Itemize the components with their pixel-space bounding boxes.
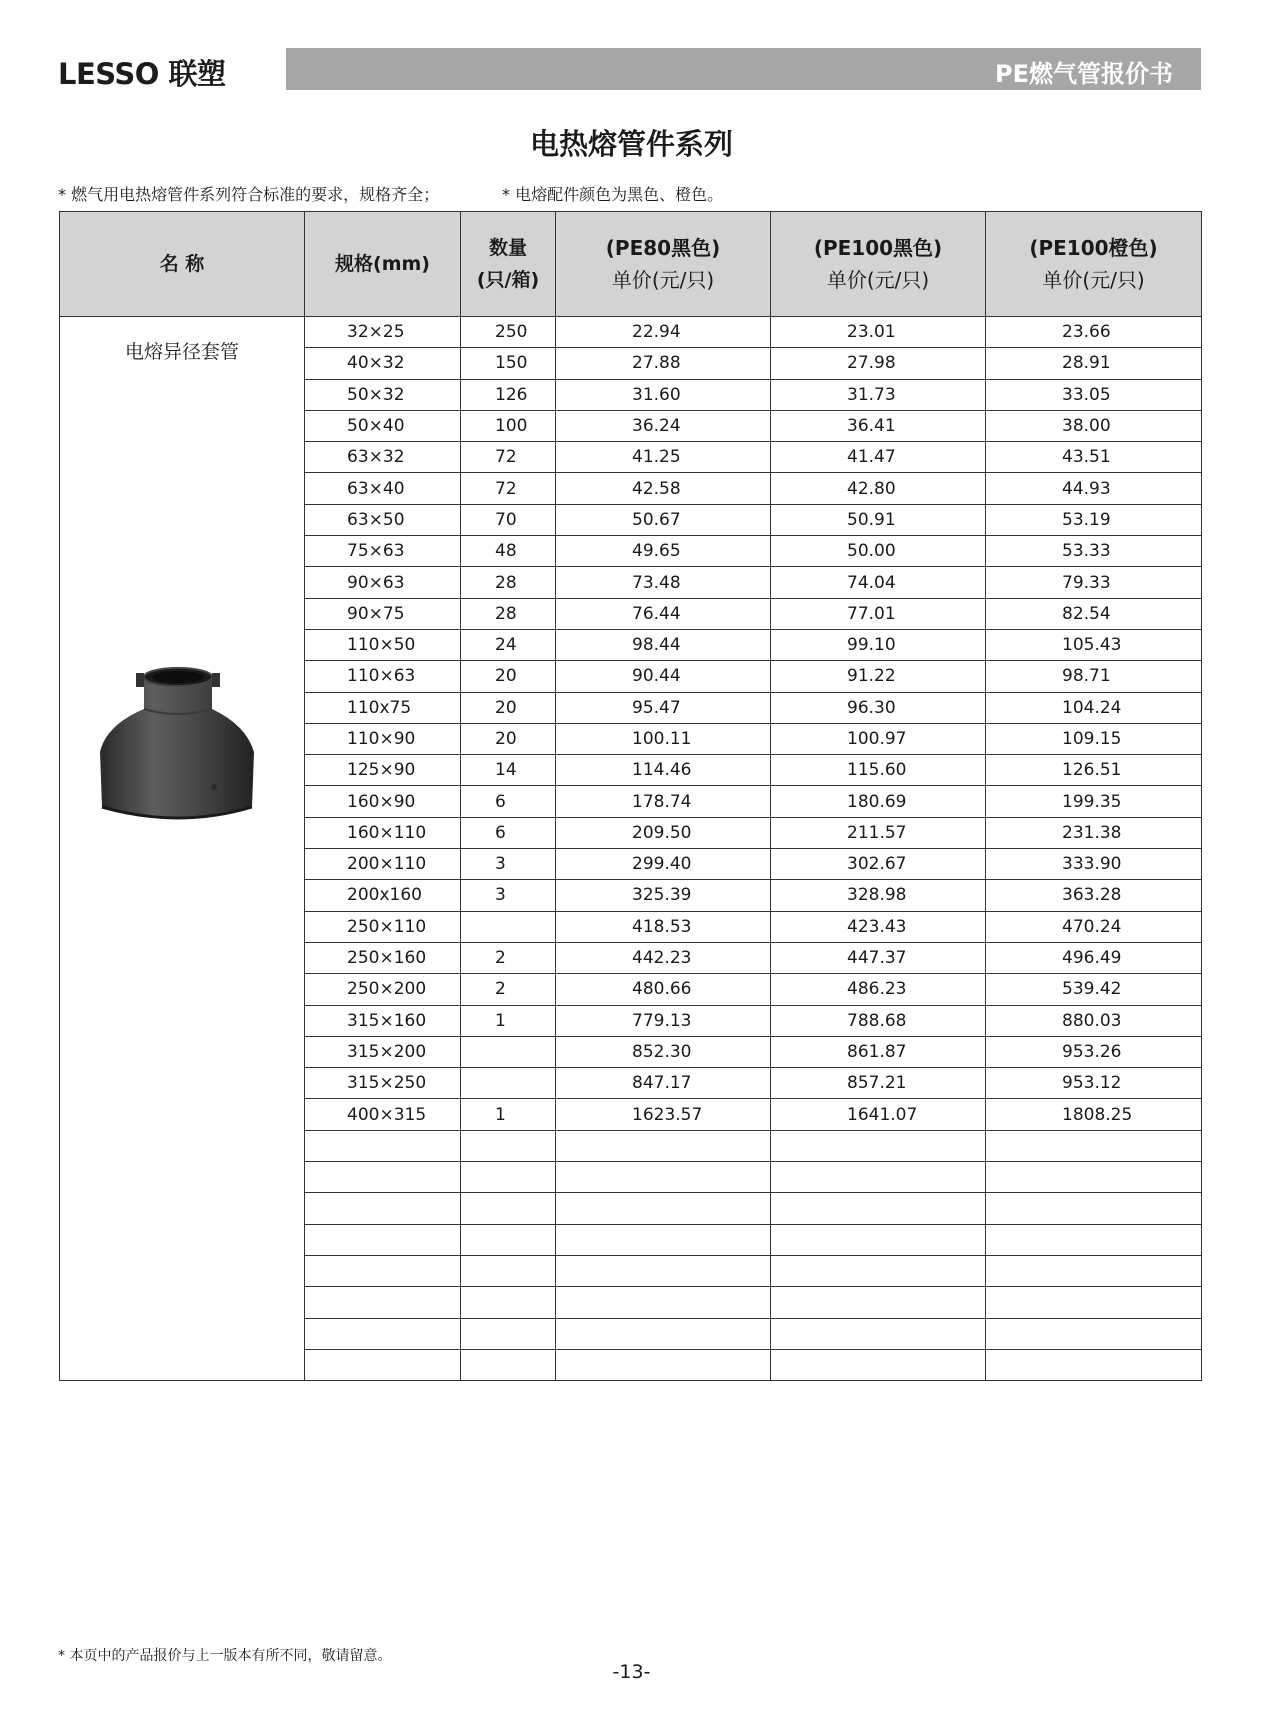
pe100-black-price-cell: 96.30 xyxy=(771,692,986,723)
spec-cell xyxy=(305,1130,461,1161)
qty-cell xyxy=(461,1068,556,1099)
pe100-orange-price-cell xyxy=(986,1193,1202,1224)
pe80-price-cell: 90.44 xyxy=(556,661,771,692)
pe100-orange-price-cell xyxy=(986,1287,1202,1318)
qty-cell: 24 xyxy=(461,629,556,660)
pe80-price-cell: 1623.57 xyxy=(556,1099,771,1130)
pe100-orange-price-cell: 109.15 xyxy=(986,723,1202,754)
pe100-orange-price-cell: 53.33 xyxy=(986,536,1202,567)
spec-cell: 75×63 xyxy=(305,536,461,567)
pe100-orange-price-cell: 333.90 xyxy=(986,849,1202,880)
pe100-orange-price-cell: 33.05 xyxy=(986,379,1202,410)
pe100-black-price-cell: 99.10 xyxy=(771,629,986,660)
pe100-orange-price-cell: 105.43 xyxy=(986,629,1202,660)
spec-cell: 315×160 xyxy=(305,1005,461,1036)
spec-cell xyxy=(305,1224,461,1255)
spec-cell: 250×200 xyxy=(305,974,461,1005)
spec-cell xyxy=(305,1318,461,1349)
spec-cell: 50×32 xyxy=(305,379,461,410)
pe100-orange-price-cell xyxy=(986,1224,1202,1255)
spec-cell: 63×32 xyxy=(305,442,461,473)
qty-cell: 20 xyxy=(461,692,556,723)
header-pe80-black: (PE80黑色) 单价(元/只) xyxy=(556,212,771,317)
pe100-black-price-cell xyxy=(771,1349,986,1380)
page-number: -13- xyxy=(612,1661,651,1683)
pe80-price-cell: 847.17 xyxy=(556,1068,771,1099)
table-header xyxy=(60,212,1202,317)
header-pe100-orange: (PE100橙色) 单价(元/只) xyxy=(986,212,1202,317)
qty-cell xyxy=(461,1349,556,1380)
spec-cell xyxy=(305,1193,461,1224)
pe100-orange-price-cell: 53.19 xyxy=(986,504,1202,535)
pe80-price-cell: 73.48 xyxy=(556,567,771,598)
company-logo: LESSO 联塑 xyxy=(58,57,226,91)
spec-cell: 200×110 xyxy=(305,849,461,880)
qty-cell: 48 xyxy=(461,536,556,567)
pe100-black-price-cell: 91.22 xyxy=(771,661,986,692)
pe100-black-price-cell: 100.97 xyxy=(771,723,986,754)
pe80-price-cell: 42.58 xyxy=(556,473,771,504)
pe80-price-cell: 852.30 xyxy=(556,1036,771,1067)
pe100-orange-price-cell xyxy=(986,1255,1202,1286)
pe100-orange-price-cell xyxy=(986,1349,1202,1380)
page-title: 电热熔管件系列 xyxy=(529,127,733,161)
spec-cell xyxy=(305,1349,461,1380)
pe80-price-cell xyxy=(556,1318,771,1349)
qty-cell xyxy=(461,1318,556,1349)
pe100-orange-price-cell: 1808.25 xyxy=(986,1099,1202,1130)
pe100-orange-price-cell: 231.38 xyxy=(986,817,1202,848)
table-body xyxy=(60,317,1202,1381)
pe80-price-cell: 325.39 xyxy=(556,880,771,911)
pe100-black-price-cell: 50.00 xyxy=(771,536,986,567)
pe100-orange-price-cell: 43.51 xyxy=(986,442,1202,473)
spec-cell: 160×90 xyxy=(305,786,461,817)
pe100-orange-price-cell: 98.71 xyxy=(986,661,1202,692)
pe100-orange-price-cell: 28.91 xyxy=(986,348,1202,379)
banner-title: PE燃气管报价书 xyxy=(995,60,1173,88)
qty-cell: 126 xyxy=(461,379,556,410)
reducer-coupling-photo xyxy=(94,647,264,827)
pe100-black-price-cell: 861.87 xyxy=(771,1036,986,1067)
pe100-black-price-cell: 1641.07 xyxy=(771,1099,986,1130)
table-row xyxy=(60,317,1202,348)
pe100-orange-price-cell xyxy=(986,1130,1202,1161)
pe100-orange-price-cell: 199.35 xyxy=(986,786,1202,817)
pe100-black-price-cell: 77.01 xyxy=(771,598,986,629)
pe80-price-cell: 36.24 xyxy=(556,410,771,441)
pe100-orange-price-cell: 470.24 xyxy=(986,911,1202,942)
qty-cell xyxy=(461,911,556,942)
pe100-orange-price-cell: 953.26 xyxy=(986,1036,1202,1067)
spec-cell xyxy=(305,1287,461,1318)
pe100-orange-price-cell xyxy=(986,1318,1202,1349)
pe80-price-cell xyxy=(556,1255,771,1286)
spec-cell: 400×315 xyxy=(305,1099,461,1130)
header-qty: 数量 (只/箱) xyxy=(461,212,556,317)
product-name: 电熔异径套管 xyxy=(124,341,239,363)
pe100-black-price-cell: 788.68 xyxy=(771,1005,986,1036)
pe100-black-price-cell: 27.98 xyxy=(771,348,986,379)
qty-cell xyxy=(461,1287,556,1318)
qty-cell: 28 xyxy=(461,598,556,629)
note-colors: * 电熔配件颜色为黑色、橙色。 xyxy=(502,185,724,204)
spec-cell: 63×50 xyxy=(305,504,461,535)
pe80-price-cell: 49.65 xyxy=(556,536,771,567)
pe100-orange-price-cell: 126.51 xyxy=(986,755,1202,786)
qty-cell xyxy=(461,1162,556,1193)
spec-cell: 200x160 xyxy=(305,880,461,911)
pe100-black-price-cell xyxy=(771,1162,986,1193)
pe80-price-cell xyxy=(556,1349,771,1380)
product-name-cell xyxy=(60,317,305,1381)
spec-cell: 63×40 xyxy=(305,473,461,504)
qty-cell xyxy=(461,1193,556,1224)
pe80-price-cell: 114.46 xyxy=(556,755,771,786)
pe100-black-price-cell: 31.73 xyxy=(771,379,986,410)
spec-cell xyxy=(305,1162,461,1193)
footnote: * 本页中的产品报价与上一版本有所不同，敬请留意。 xyxy=(58,1648,392,1664)
qty-cell: 250 xyxy=(461,317,556,348)
qty-cell: 2 xyxy=(461,974,556,1005)
pe80-price-cell: 779.13 xyxy=(556,1005,771,1036)
pe100-black-price-cell: 42.80 xyxy=(771,473,986,504)
pe80-price-cell: 299.40 xyxy=(556,849,771,880)
pe80-price-cell: 50.67 xyxy=(556,504,771,535)
pe80-price-cell: 76.44 xyxy=(556,598,771,629)
qty-cell xyxy=(461,1255,556,1286)
pe100-black-price-cell: 302.67 xyxy=(771,849,986,880)
qty-cell: 70 xyxy=(461,504,556,535)
qty-cell: 150 xyxy=(461,348,556,379)
pe80-price-cell: 95.47 xyxy=(556,692,771,723)
pe80-price-cell: 209.50 xyxy=(556,817,771,848)
pe100-black-price-cell: 36.41 xyxy=(771,410,986,441)
spec-cell: 90×75 xyxy=(305,598,461,629)
pe100-black-price-cell: 328.98 xyxy=(771,880,986,911)
spec-cell: 250×110 xyxy=(305,911,461,942)
qty-cell: 20 xyxy=(461,723,556,754)
price-table xyxy=(59,211,1202,1381)
pe100-black-price-cell xyxy=(771,1287,986,1318)
pe80-price-cell: 22.94 xyxy=(556,317,771,348)
pe100-black-price-cell: 423.43 xyxy=(771,911,986,942)
pe100-black-price-cell: 115.60 xyxy=(771,755,986,786)
pe100-black-price-cell: 211.57 xyxy=(771,817,986,848)
qty-cell: 3 xyxy=(461,880,556,911)
pe100-black-price-cell xyxy=(771,1255,986,1286)
pe100-orange-price-cell: 363.28 xyxy=(986,880,1202,911)
pe100-orange-price-cell: 38.00 xyxy=(986,410,1202,441)
spec-cell: 315×250 xyxy=(305,1068,461,1099)
spec-cell: 40×32 xyxy=(305,348,461,379)
qty-cell: 6 xyxy=(461,786,556,817)
qty-cell: 100 xyxy=(461,410,556,441)
pe80-price-cell: 98.44 xyxy=(556,629,771,660)
pe80-price-cell: 100.11 xyxy=(556,723,771,754)
header-spec: 规格(mm) xyxy=(305,212,461,317)
pe100-orange-price-cell: 539.42 xyxy=(986,974,1202,1005)
qty-cell: 1 xyxy=(461,1099,556,1130)
header-name: 名 称 xyxy=(60,212,305,317)
pe80-price-cell xyxy=(556,1130,771,1161)
pe100-orange-price-cell: 82.54 xyxy=(986,598,1202,629)
qty-cell: 1 xyxy=(461,1005,556,1036)
pe80-price-cell xyxy=(556,1162,771,1193)
spec-cell: 110x75 xyxy=(305,692,461,723)
pe80-price-cell: 178.74 xyxy=(556,786,771,817)
pe80-price-cell xyxy=(556,1193,771,1224)
pe80-price-cell: 41.25 xyxy=(556,442,771,473)
pe80-price-cell: 442.23 xyxy=(556,942,771,973)
qty-cell: 20 xyxy=(461,661,556,692)
note-standard: * 燃气用电热熔管件系列符合标准的要求，规格齐全； xyxy=(58,185,440,204)
qty-cell: 2 xyxy=(461,942,556,973)
pe100-black-price-cell: 41.47 xyxy=(771,442,986,473)
pe80-price-cell: 480.66 xyxy=(556,974,771,1005)
spec-cell xyxy=(305,1255,461,1286)
qty-cell xyxy=(461,1130,556,1161)
pe100-black-price-cell: 486.23 xyxy=(771,974,986,1005)
spec-cell: 315×200 xyxy=(305,1036,461,1067)
spec-cell: 50×40 xyxy=(305,410,461,441)
pe100-black-price-cell: 23.01 xyxy=(771,317,986,348)
pe100-black-price-cell xyxy=(771,1318,986,1349)
pe100-orange-price-cell xyxy=(986,1162,1202,1193)
spec-cell: 32×25 xyxy=(305,317,461,348)
spec-cell: 90×63 xyxy=(305,567,461,598)
pe100-black-price-cell: 50.91 xyxy=(771,504,986,535)
qty-cell xyxy=(461,1036,556,1067)
spec-cell: 125×90 xyxy=(305,755,461,786)
pe100-orange-price-cell: 953.12 xyxy=(986,1068,1202,1099)
pe100-orange-price-cell: 44.93 xyxy=(986,473,1202,504)
pe100-orange-price-cell: 104.24 xyxy=(986,692,1202,723)
pe100-orange-price-cell: 880.03 xyxy=(986,1005,1202,1036)
spec-cell: 110×50 xyxy=(305,629,461,660)
pe100-orange-price-cell: 23.66 xyxy=(986,317,1202,348)
qty-cell xyxy=(461,1224,556,1255)
spec-cell: 110×63 xyxy=(305,661,461,692)
pe100-black-price-cell: 180.69 xyxy=(771,786,986,817)
pe100-black-price-cell: 447.37 xyxy=(771,942,986,973)
qty-cell: 28 xyxy=(461,567,556,598)
pe80-price-cell xyxy=(556,1287,771,1318)
pe100-orange-price-cell: 496.49 xyxy=(986,942,1202,973)
qty-cell: 6 xyxy=(461,817,556,848)
qty-cell: 14 xyxy=(461,755,556,786)
pe100-black-price-cell: 857.21 xyxy=(771,1068,986,1099)
spec-cell: 110×90 xyxy=(305,723,461,754)
header-banner xyxy=(286,48,1201,90)
qty-cell: 3 xyxy=(461,849,556,880)
spec-cell: 250×160 xyxy=(305,942,461,973)
pe100-black-price-cell xyxy=(771,1193,986,1224)
pe100-black-price-cell xyxy=(771,1224,986,1255)
pe100-black-price-cell xyxy=(771,1130,986,1161)
qty-cell: 72 xyxy=(461,442,556,473)
pe80-price-cell: 27.88 xyxy=(556,348,771,379)
pe80-price-cell: 31.60 xyxy=(556,379,771,410)
pe100-orange-price-cell: 79.33 xyxy=(986,567,1202,598)
qty-cell: 72 xyxy=(461,473,556,504)
spec-cell: 160×110 xyxy=(305,817,461,848)
pe80-price-cell xyxy=(556,1224,771,1255)
header-pe100-black: (PE100黑色) 单价(元/只) xyxy=(771,212,986,317)
pe80-price-cell: 418.53 xyxy=(556,911,771,942)
pe100-black-price-cell: 74.04 xyxy=(771,567,986,598)
